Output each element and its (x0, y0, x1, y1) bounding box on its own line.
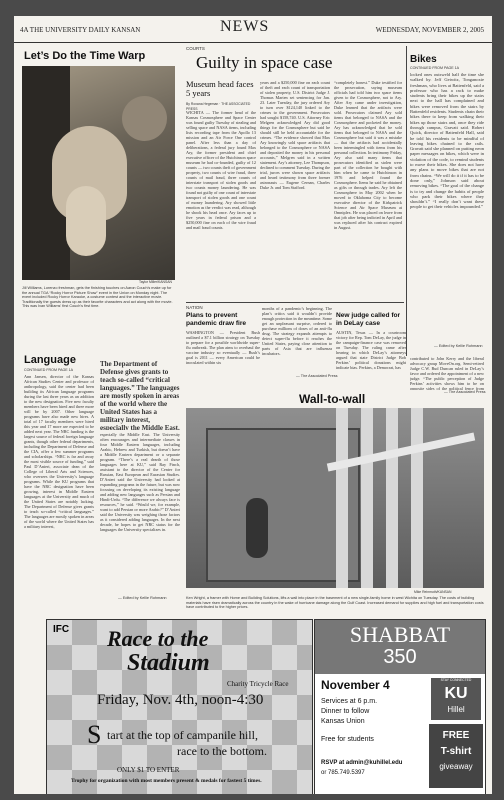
bikes-text: locked ones outsweld half the time she walked by. Jeff Geiwitz, Tonganoxie freshman, who lives at Battenfeld, said a professor who has a rack to make students bring their bikes up the stairs next to the hall has complained and bikes were removed from the stairs by Battenfeld residents. Students chain their bikes there to keep from walking their bikes up those stairs and, once they ride through campus, Gravatt said. Robert Quick, director of Battenfeld Hall, said he told his residents to be mindful of leaving bikes chained to the rails. Gravatt said she planned on putting neon paper messages on bikes, which were in violation of the code, to remind students to move their bikes. She does not have any plans to move bikes that are not from chains. “We will do it if it has to be done only,” Johnson said about removing bikes. “The goal of the change is to try and change the habits of people who park their bikes where they shouldn’t.” “I really don’t want these people to get their vehicles impounded.” (410, 72, 484, 210)
delay-credit: — The Associated Press (444, 390, 486, 394)
nation-col1: WASHINGTON — President Bush outlined a $7.1 billion strategy on Tuesday to prepare for a possible worldwide super-flu outbreak. The plan aims to overhaul the vaccine industry so eventually — Bush’s goal is 2011 — every American could be inoculated within six (186, 330, 260, 365)
language-col2: especially the Middle East. The University often encourages and intermediate classes in four Middle Eastern languages, including Arabic, Hebrew and Turkish, but doesn’t have a Middle Eastern department or a separate program. “There’s a real dearth of those languages here at KU,” said Ray Finch, assistant to the director of the Center for Russian, East European and Eurasian Studies. D’Anieri said the University had looked at expanding programs in the future, but was now focusing on developing its existing language and adding new languages such as Persian and Hindi-Urdu. “The difference we always face is resources,” he said. “Would we, for example, want to add Persian or more Arabic?” D’Anieri said the University was weighing those factors as it considered adding languages. In the next decade, he hopes to get NRC status for the languages the University specializes in. (100, 432, 180, 532)
nation-kicker: NATION (186, 305, 203, 310)
timewarp-title: Let’s Do the Time Warp (24, 50, 146, 62)
newspaper-page (14, 16, 492, 794)
shabbat-title: SHABBAT (349, 622, 451, 647)
column-rule (406, 46, 407, 356)
tshirt-promo: FREE T-shirt giveaway (429, 724, 483, 788)
bikes-byline: — Edited by Kellie Rohmann (434, 344, 483, 348)
race-title-line2: Stadium (127, 650, 210, 676)
race-when: Friday, Nov. 4th, noon-4:30 (97, 692, 264, 708)
page-label: 4A THE UNIVERSITY DAILY KANSAN (20, 26, 141, 34)
race-entry-fee: ONLY $1 TO ENTER (117, 766, 180, 774)
guilty-col1: WICHITA — The former head of the Kansas Cosmosphere and Space Center was found guilty Tuesday of stealing and selling space and NASA items, including lists recording tape from the Apollo 13 mission and an Air Force One control panel. After less than a day of deliberations, a federal jury found Max Ary, the former president and chief executive officer of the Hutchinson space museum he had co-founded, guilty of 12 counts — two counts theft of government property, two counts of wire fraud, three counts of mail fraud, three counts of interstate transport of stolen goods and two counts money laundering. He was found not guilty of one count of interstate transport of stolen goods and one count of money laundering. Ary showed little emotion as the verdict was read, although he shook his head once. Ary faces up to five years in federal prison and a $250,000 fine on each of the wire fraud and mail fraud counts. (186, 110, 256, 230)
page-header (14, 16, 492, 43)
language-pullquote: The Department of Defense gives grants to teach so-called “critical languages.” The languages are mostly spoken in areas of the world where the United States has a military interest, especially the Middle East. (100, 360, 180, 430)
shabbat-line3: Kansas Union (321, 718, 365, 725)
race-start-cap: S (87, 720, 102, 749)
race-title-line1: Race to the (107, 626, 209, 651)
race-trophy: Trophy for organization with most members present & medals for fastest 5 times. (71, 778, 262, 784)
race-subtitle: Charity Tricycle Race (227, 680, 289, 688)
guilty-byline: By Roxana Hegeman · THE ASSOCIATED PRESS (186, 102, 251, 111)
guilty-col2: years and a $250,000 fine on each count of theft and each count of transportation of stolen property, U.S. District Judge J. Thomas Marten set sentencing for Jan. 23. Later Tuesday, the jury ordered Ary to turn over $124,140 linked to the crimes to the government. Prosecutors had sought $158,740. U.S. Attorney Eric Melgren acknowledged Ary did good things for the Cosmosphere but said he should still be held accountable for the crimes. “The evidence showed that Max Ary knowingly sold space artifacts that belonged to the Cosmosphere or NASA and deposited the money in his personal accounts,” Melgren said in a written statement. Ary’s attorney, Lee Thompson, declined to comment Tuesday. During the trial, jurors were shown space artifacts and heard testimony from three former astronauts — Eugene Cernan, Charles Duke Jr. and Tom Stafford. (260, 80, 330, 190)
wall-caption: Ken Wright, a framer with Home and Building Solutions, lifts a wall into place in the basement of a new single-family home in west Wichita on Tuesday. The costs of building materials have risen dramatically across the country in the wake of hurricane damage along the Gulf Coast. Increased demand for supplies and high fuel and transportation costs have contributed to the higher prices. (186, 596, 484, 609)
race-ad (46, 619, 313, 794)
shabbat-line2: Dinner to follow (321, 708, 370, 715)
bikes-continued: CONTINUED FROM PAGE 1A (410, 66, 460, 70)
wall-credit: Mike Reinmuth/KANSAN (414, 590, 452, 594)
shabbat-date: November 4 (321, 678, 390, 692)
shabbat-line1: Services at 6 p.m. (321, 698, 378, 705)
language-byline: — Edited by Kellie Rohmann (118, 596, 167, 600)
shabbat-phone: or 785.749.5397 (321, 770, 365, 776)
delay-col1: AUSTIN, Texas — In a courtroom victory for Rep. Tom DeLay, the judge in the campaign-finance case was removed on Tuesday. The ruling came after hearing in which DeLay’s attorneys argued that state District Judge Bob Perkins’ political donations might indicate bias. Perkins, a Democrat, has (336, 330, 406, 370)
hillel-logo: STAY CONNECTED KU Hillel (431, 678, 481, 720)
issue-date: WEDNESDAY, NOVEMBER 2, 2005 (375, 26, 484, 34)
section-title: NEWS (220, 18, 270, 35)
shabbat-number: 350 (383, 646, 417, 668)
language-title: Language (24, 354, 76, 366)
ifc-label: IFC (53, 624, 70, 635)
race-start-line2: race to the bottom. (177, 744, 267, 758)
language-continued: CONTINUED FROM PAGE 1A (24, 368, 74, 372)
guilty-col3: “completely honest.” Duke testified for the prosecution, saying museum officials had told him two space items given to the Cosmosphere, not to Ary. After Ary came under investigation, Duke learned that the artifacts were sold. Prosecutors claimed Ary sold items that belonged to NASA and the Cosmosphere and pocketed the money. Ary has acknowledged that he sold items that belonged to NASA and the Cosmosphere but said it was a mistake — that the artifacts had accidentally been intermingled with items from his personal collection. In testimony Friday, Ary also said many items that prosecutors identified as stolen were part of the collection he bought with him when he came to Hutchinson in 1976 and helped found the Cosmosphere. Items he said he obtained as gifts or through trades. Ary left the Cosmosphere in May 2002 when he moved to Oklahoma City to become executive director of the Kirkpatrick Science and Air Space Museum at Omniplex. He was placed on leave from that job after being indicted in April and was replaced after his contract expired in August. (334, 80, 402, 230)
nation-rule (186, 302, 404, 303)
wall-title: Wall-to-wall (299, 392, 366, 406)
delay-headline: New judge called for in DeLay case (336, 312, 401, 327)
delay-col2: contributed to John Kerry and the liberal advocacy group MoveOn.org. Semi-retired Judge C.W. Bud Duncan ruled in DeLay’s favor and ordered the appointment of a new judge. “The public perception of Judge Perkins’ activities shows him to be on opposite sides of the political fence from (410, 356, 484, 390)
race-start-line1: tart at the top of campanile hill, (107, 728, 258, 742)
language-text: Ann Jansen, director of the Kansas African Studies Center and professor of anthropology, said the center had been building its African language programs during the last three years as an addition to the new designation. Five new faculty members have been hired and three more will be by 2007. Other language programs have also made new hires. A total of 17 faculty members were hired this year and 17 more are expected to be added next year. The NRC funding is the largest source of federal foreign language grants, though other federal departments, including the Department of Defense and the CIA, offer a few summer programs and scholarships. “NRC is far and away the most visible source of funding,” said Paul D’Anieri, associate dean of the College of Liberal Arts and Sciences, who oversees the University’s language programs. While the KU programs that have the NRC designation have been growing, interest in Middle Eastern languages at the University and much of the United States are notably lacking. The Department of Defense gives grants to teach so-called “critical languages.” The languages are mostly spoken in areas of the world where the United States has a military interest, (24, 374, 94, 529)
nation-credit: — The Associated Press (296, 374, 338, 378)
courts-kicker: COURTS (186, 46, 205, 51)
nation-col2: months of a pandemic’s beginning. The plan’s critics said it wouldn’t provide enough protection in the meantime. Some get an unpleasant surprise, ordered to purchase millions of doses of an anti-flu drug. The strategy expands attempts to detect super-flu before it reaches the United States, paying close attention to parts of Asia that are influenza incubators. (262, 306, 332, 356)
bikes-title: Bikes (410, 54, 437, 65)
wall-photo (186, 408, 484, 588)
timewarp-photo (22, 66, 175, 280)
shabbat-ad (314, 619, 486, 794)
nation-headline: Plans to prevent pandemic draw fire (186, 312, 247, 327)
timewarp-caption: Jill Williams, Lorenzo freshman, gets the finishing touches on Aaron Couch’s make up for the annual TGA “Rocky Horror Picture Show” event in the Union on Monday night. The event included Rocky Horror Karaoke, a costume contest and the interactive movie. Traditionally the guests dress up as their favorite characters and act along with the movie. This was Ivan Williams’ first Couch’s first time. (22, 286, 173, 308)
guilty-headline: Guilty in space case (196, 53, 333, 72)
museum-subhead: Museum head faces 5 years (186, 79, 254, 98)
timewarp-credit: Taylor Miller/KANSAN (139, 280, 172, 284)
shabbat-rsvp: RSVP at admin@kuhillel.edu (321, 760, 403, 766)
shabbat-line4: Free for students (321, 736, 374, 743)
